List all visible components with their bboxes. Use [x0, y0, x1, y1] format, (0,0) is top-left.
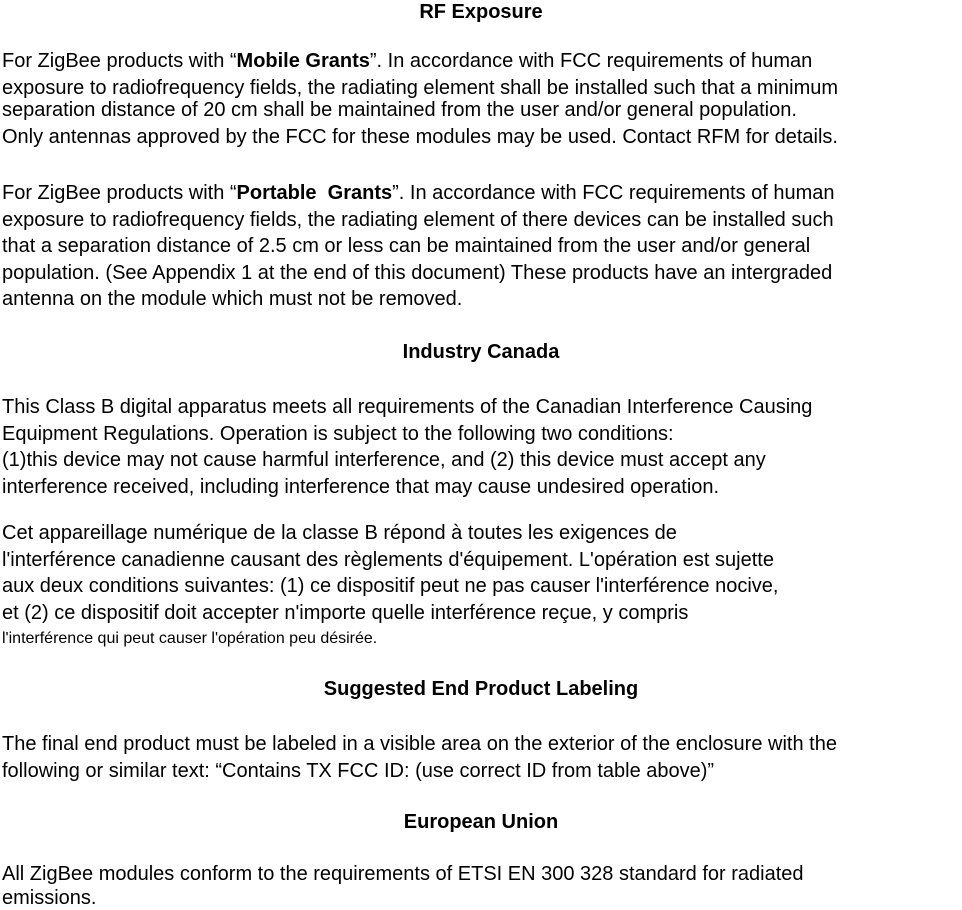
mobile-grants-term: Mobile Grants — [236, 50, 370, 72]
paragraph-line: population. (See Appendix 1 at the end of this document) These products have an intergraded — [2, 261, 833, 284]
eu-paragraph — [2, 862, 804, 910]
paragraph-line: et (2) ce dispositif doit accepter n'importe quelle interférence reçue, y compris — [2, 601, 689, 624]
canada-french-paragraph — [2, 520, 778, 653]
paragraph-line: Equipment Regulations. Operation is subject to the following two conditions: — [2, 422, 674, 445]
labeling-heading: Suggested End Product Labeling — [323, 678, 639, 700]
european-union-heading: European Union — [403, 811, 559, 833]
paragraph-line: (1)this device may not cause harmful interference, and (2) this device must accept any — [2, 449, 766, 471]
paragraph-line: exposure to radiofrequency fields, the radiating element of there devices can be installed such — [2, 208, 834, 231]
portable-grants-paragraph — [2, 180, 835, 313]
paragraph-line: emissions. — [2, 887, 97, 909]
paragraph-line: interference received, including interference that may cause undesired operation. — [2, 475, 720, 498]
paragraph-line: antenna on the module which must not be removed. — [2, 288, 463, 310]
paragraph-line: following or similar text: “Contains TX FCC ID: (use correct ID from table above)” — [2, 759, 715, 782]
paragraph-line: l'interférence qui peut causer l'opération peu désirée. — [2, 630, 378, 647]
paragraph-line — [2, 180, 835, 207]
paragraph-line: Cet appareillage numérique de la classe B répond à toutes les exigences de — [2, 522, 677, 544]
paragraph-line — [2, 48, 838, 75]
paragraph-line: aux deux conditions suivantes: (1) ce dispositif peut ne pas causer l'interférence nocive, — [2, 575, 779, 597]
text-run: For ZigBee products with “ — [2, 182, 237, 204]
paragraph-line: Only antennas approved by the FCC for these modules may be used. Contact RFM for details. — [2, 125, 838, 148]
rf-exposure-heading: RF Exposure — [419, 1, 543, 23]
text-run: ”. In accordance with FCC requirements of human — [369, 50, 813, 72]
canada-english-paragraph — [2, 394, 812, 500]
text-run: ”. In accordance with FCC requirements of human — [392, 182, 835, 204]
paragraph-line: separation distance of 20 cm shall be maintained from the user and/or general population. — [2, 99, 797, 121]
paragraph-line: l'interférence canadienne causant des règlements d'équipement. L'opération est sujette — [2, 548, 774, 571]
labeling-paragraph — [2, 731, 837, 784]
industry-canada-heading: Industry Canada — [402, 341, 560, 363]
paragraph-line: The final end product must be labeled in a visible area on the exterior of the enclosure with the — [2, 733, 837, 755]
paragraph-line: This Class B digital apparatus meets all requirements of the Canadian Interference Causing — [2, 396, 813, 418]
paragraph-line: All ZigBee modules conform to the requirements of ETSI EN 300 328 standard for radiated — [2, 863, 804, 885]
portable-grants-term: Portable Grants — [236, 182, 393, 204]
paragraph-line: exposure to radiofrequency fields, the radiating element shall be installed such that a minimum — [2, 76, 839, 99]
text-run: For ZigBee products with “ — [2, 50, 237, 72]
mobile-grants-paragraph — [2, 48, 838, 150]
paragraph-line: that a separation distance of 2.5 cm or less can be maintained from the user and/or general — [2, 235, 811, 257]
